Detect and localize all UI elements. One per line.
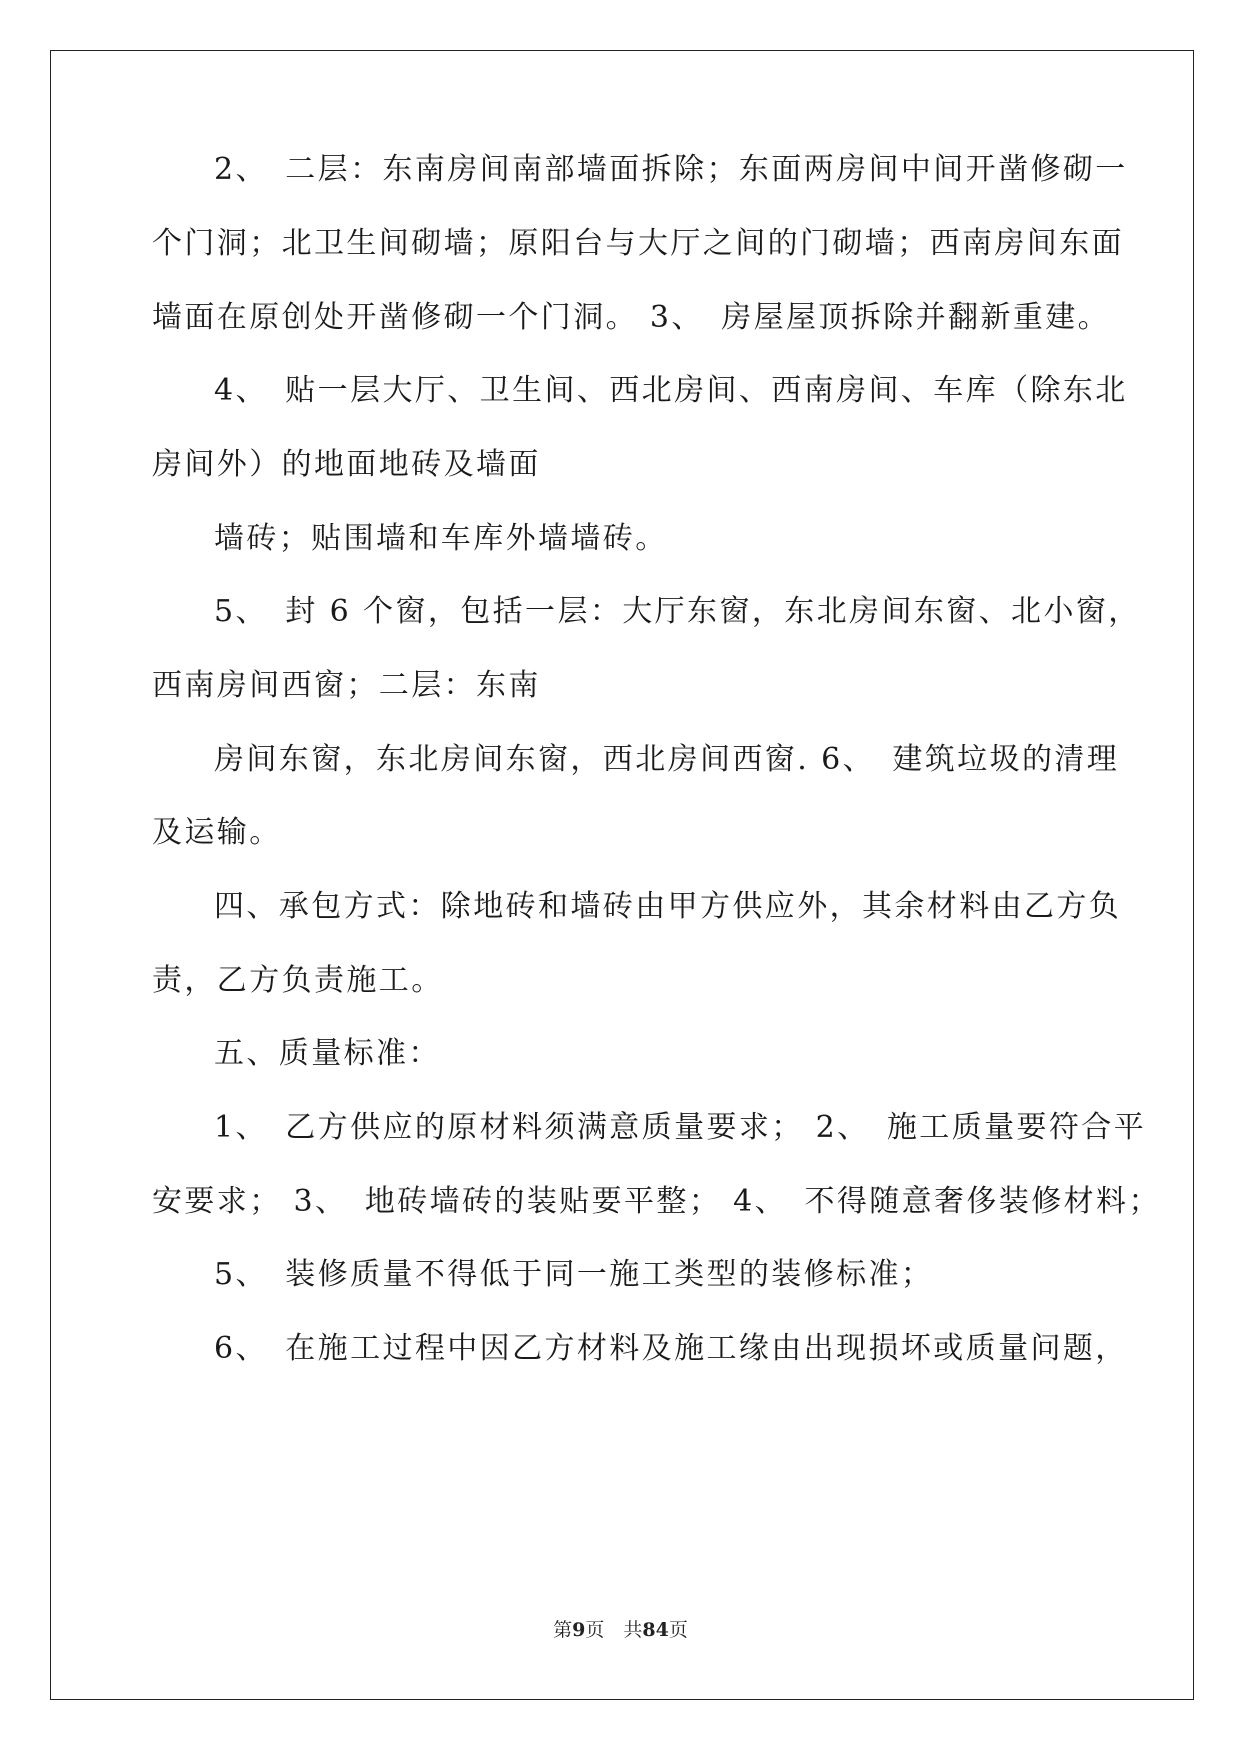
footer-page-number: 9	[572, 1619, 586, 1641]
body-line-7: 5、 封 6 个窗，包括一层：大厅东窗，东北房间东窗、北小窗，	[214, 594, 1141, 629]
footer-prefix: 第	[553, 1619, 573, 1641]
body-line-16: 5、 装修质量不得低于同一施工类型的装修标准；	[214, 1257, 934, 1292]
body-line-3: 墙面在原创处开凿修砌一个门洞。 3、 房屋屋顶拆除并翻新重建。	[152, 300, 1111, 335]
body-line-1: 2、 二层：东南房间南部墙面拆除；东面两房间中间开凿修砌一	[214, 152, 1128, 187]
body-line-14: 1、 乙方供应的原材料须满意质量要求； 2、 施工质量要符合平	[214, 1110, 1147, 1145]
body-line-13: 五、质量标准：	[214, 1036, 441, 1071]
footer-total-pages: 84	[642, 1619, 669, 1641]
body-line-5: 房间外）的地面地砖及墙面	[152, 447, 541, 482]
body-line-12: 责，乙方负责施工。	[152, 963, 444, 998]
body-line-4: 4、 贴一层大厅、卫生间、西北房间、西南房间、车库（除东北	[214, 373, 1128, 408]
body-line-8: 西南房间西窗；二层：东南	[152, 668, 541, 703]
body-line-9: 房间东窗，东北房间东窗，西北房间西窗. 6、 建筑垃圾的清理	[214, 742, 1120, 777]
body-line-10: 及运输。	[152, 815, 282, 850]
body-line-11: 四、承包方式：除地砖和墙砖由甲方供应外，其余材料由乙方负	[214, 889, 1122, 924]
footer-middle: 页 共	[585, 1619, 643, 1641]
footer-suffix: 页	[668, 1619, 688, 1641]
body-line-17: 6、 在施工过程中因乙方材料及施工缘由出现损坏或质量问题，	[214, 1331, 1128, 1366]
body-line-2: 个门洞；北卫生间砌墙；原阳台与大厅之间的门砌墙；西南房间东面	[152, 226, 1124, 261]
body-line-15: 安要求； 3、 地砖墙砖的装贴要平整； 4、 不得随意奢侈装修材料；	[152, 1184, 1161, 1219]
page-footer	[0, 1618, 1241, 1642]
body-line-6: 墙砖；贴围墙和车库外墙墙砖。	[214, 521, 668, 556]
